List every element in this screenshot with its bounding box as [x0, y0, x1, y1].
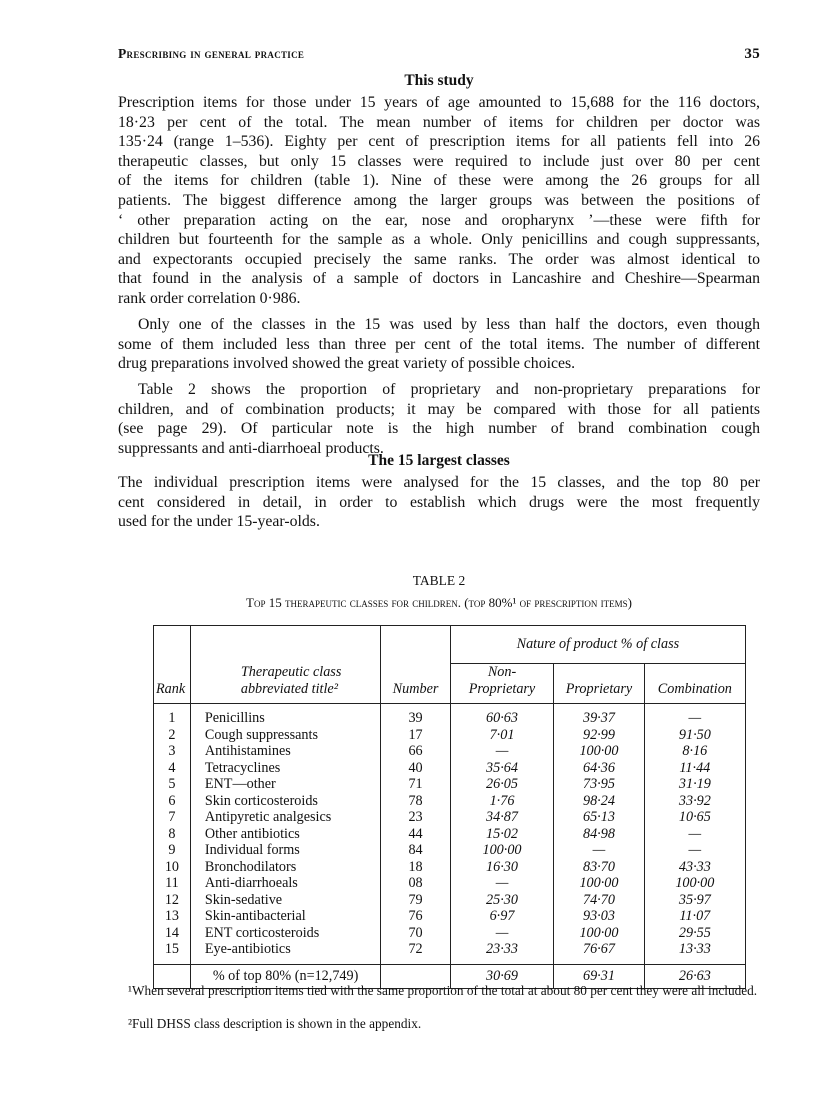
- proprietary-cell: 74·70: [554, 892, 644, 909]
- table-row: [154, 743, 746, 760]
- nonproprietary-cell: 100·00: [450, 842, 553, 859]
- text-line: of the items for children (table 1). Nine of these were among the 26 groups for all: [118, 172, 760, 190]
- number-cell: 39: [381, 704, 450, 727]
- table-row: [154, 727, 746, 744]
- nonproprietary-cell: 34·87: [450, 809, 553, 826]
- nonproprietary-cell: —: [450, 875, 553, 892]
- combination-cell: —: [644, 826, 745, 843]
- text-line: rank order correlation 0·986.: [118, 289, 301, 307]
- running-header: [118, 46, 760, 62]
- table-row: [154, 776, 746, 793]
- nonproprietary-cell: 1·76: [450, 793, 553, 810]
- proprietary-cell: 92·99: [554, 727, 644, 744]
- combination-cell: 33·92: [644, 793, 745, 810]
- table-row: [154, 793, 746, 810]
- class-cell: ENT corticosteroids: [190, 925, 380, 942]
- table-row: [154, 859, 746, 876]
- proprietary-cell: —: [554, 842, 644, 859]
- text-line: Table 2 shows the proportion of proprietary and non-proprietary preparations for: [138, 381, 760, 398]
- nonproprietary-cell: 7·01: [450, 727, 553, 744]
- header-nonproprietary: Non-Proprietary: [450, 664, 553, 704]
- text-line: Only one of the classes in the 15 was used by less than half the doctors, even though: [138, 316, 760, 333]
- number-cell: 44: [381, 826, 450, 843]
- class-cell: Skin corticosteroids: [190, 793, 380, 810]
- rank-cell: 6: [168, 792, 176, 809]
- nonproprietary-cell: 15·02: [450, 826, 553, 843]
- text-line: and expectorants occupied precisely the same ranks. The order was almost identical to: [118, 250, 760, 268]
- rank-cell: 1: [168, 710, 176, 726]
- combination-cell: 10·65: [644, 809, 745, 826]
- header-rank: Rank: [156, 680, 186, 697]
- number-cell: 72: [381, 941, 450, 964]
- data-table: [153, 625, 746, 989]
- class-cell: Eye-antibiotics: [190, 941, 380, 964]
- footnote-2: ²Full DHSS class description is shown in the appendix.: [128, 1016, 422, 1031]
- paragraph: [118, 473, 760, 532]
- footnote-1: ¹When several prescription items tied with the same proportion of the total at about 80 per cent they were all included.: [128, 983, 758, 998]
- proprietary-cell: 93·03: [554, 908, 644, 925]
- number-cell: 08: [381, 875, 450, 892]
- class-cell: Skin-antibacterial: [190, 908, 380, 925]
- rank-cell: 13: [164, 908, 180, 924]
- nonproprietary-cell: 26·05: [450, 776, 553, 793]
- class-cell: Individual forms: [190, 842, 380, 859]
- page-number: 35: [744, 46, 760, 62]
- nonproprietary-cell: 35·64: [450, 760, 553, 777]
- running-title: Prescribing in general practice: [118, 46, 305, 61]
- proprietary-cell: 100·00: [554, 743, 644, 760]
- header-nature-group: Nature of product % of class: [450, 626, 745, 664]
- table-row: [154, 809, 746, 826]
- table-row: [154, 925, 746, 942]
- table-row: [154, 760, 746, 777]
- class-cell: Other antibiotics: [190, 826, 380, 843]
- class-cell: Penicillins: [190, 704, 380, 727]
- text-line: therapeutic classes, but only 15 classes were required to include just over 80 per cent: [118, 152, 760, 170]
- proprietary-cell: 83·70: [554, 859, 644, 876]
- class-cell: Antihistamines: [190, 743, 380, 760]
- combination-cell: 29·55: [644, 925, 745, 942]
- proprietary-cell: 73·95: [554, 776, 644, 793]
- number-cell: 17: [381, 727, 450, 744]
- combination-cell: 8·16: [644, 743, 745, 760]
- table-caption: Top 15 therapeutic classes for children. (top 80%¹ of prescription items): [246, 595, 632, 610]
- table-row: [154, 908, 746, 925]
- proprietary-cell: 100·00: [554, 875, 644, 892]
- combination-cell: 35·97: [644, 892, 745, 909]
- header-number: Number: [381, 626, 450, 704]
- combination-cell: 100·00: [644, 875, 745, 892]
- proprietary-cell: 64·36: [554, 760, 644, 777]
- rank-cell: 2: [168, 726, 176, 743]
- table-row: [154, 941, 746, 964]
- text-line: cent considered in detail, in order to establish which drugs were the most frequently: [118, 493, 760, 511]
- number-cell: 18: [381, 859, 450, 876]
- header-combination: Combination: [644, 664, 745, 704]
- text-line: (see page 29). Of particular note is the high number of brand combination cough: [118, 420, 760, 438]
- proprietary-cell: 98·24: [554, 793, 644, 810]
- number-cell: 70: [381, 925, 450, 942]
- combination-cell: 11·44: [644, 760, 745, 777]
- class-cell: Antipyretic analgesics: [190, 809, 380, 826]
- rank-cell: 9: [168, 842, 176, 858]
- class-cell: Bronchodilators: [190, 859, 380, 876]
- class-cell: Tetracyclines: [190, 760, 380, 777]
- nonproprietary-cell: —: [450, 743, 553, 760]
- table-row: [154, 826, 746, 843]
- number-cell: 76: [381, 908, 450, 925]
- proprietary-cell: 84·98: [554, 826, 644, 843]
- combination-cell: 43·33: [644, 859, 745, 876]
- nonproprietary-cell: —: [450, 925, 553, 942]
- combination-cell: 11·07: [644, 908, 745, 925]
- proprietary-cell: 65·13: [554, 809, 644, 826]
- total-nonproprietary: 30·69: [450, 964, 553, 988]
- combination-cell: 91·50: [644, 727, 745, 744]
- section-heading-this-study: This study: [404, 72, 474, 89]
- rank-cell: 8: [168, 825, 176, 842]
- nonproprietary-cell: 25·30: [450, 892, 553, 909]
- total-label: % of top 80% (n=12,749): [190, 964, 380, 988]
- text-line: 18·23 per cent of the total. The mean number of items for children per doctor was: [118, 113, 760, 131]
- combination-cell: 31·19: [644, 776, 745, 793]
- class-cell: Cough suppressants: [190, 727, 380, 744]
- rank-cell: 11: [165, 875, 179, 891]
- proprietary-cell: 100·00: [554, 925, 644, 942]
- text-line: children but fourteenth for the sample as a whole. Only penicillins and cough suppressants,: [118, 231, 760, 249]
- text-line: that found in the analysis of a sample of doctors in Lancashire and Cheshire—Spearman: [118, 270, 760, 288]
- text-line: some of them included less than three per cent of the total items. The number of different: [118, 335, 760, 353]
- rank-cell: 3: [168, 743, 176, 759]
- number-cell: 84: [381, 842, 450, 859]
- nonproprietary-cell: 6·97: [450, 908, 553, 925]
- number-cell: 71: [381, 776, 450, 793]
- header-class: Therapeutic class abbreviated title²: [190, 626, 380, 704]
- combination-cell: —: [644, 842, 745, 859]
- text-line: children, and of combination products; it may be compared with those for all patients: [118, 400, 760, 418]
- proprietary-cell: 76·67: [554, 941, 644, 964]
- class-cell: Skin-sedative: [190, 892, 380, 909]
- text-line: ‘ other preparation acting on the ear, nose and oropharynx ’—these were fifth for: [118, 211, 760, 229]
- number-cell: 66: [381, 743, 450, 760]
- total-proprietary: 69·31: [554, 964, 644, 988]
- number-cell: 79: [381, 892, 450, 909]
- text-line: used for the under 15-year-olds.: [118, 513, 320, 531]
- section-heading-15-largest: The 15 largest classes: [368, 452, 510, 469]
- nonproprietary-cell: 23·33: [450, 941, 553, 964]
- rank-cell: 14: [164, 924, 180, 941]
- proprietary-cell: 39·37: [554, 704, 644, 727]
- combination-cell: 13·33: [644, 941, 745, 964]
- class-cell: ENT—other: [190, 776, 380, 793]
- paragraph: [118, 315, 760, 374]
- table-row: [154, 842, 746, 859]
- rank-cell: 12: [164, 891, 180, 908]
- table-label: TABLE 2: [412, 573, 466, 588]
- rank-cell: 7: [168, 809, 176, 825]
- paragraph: [118, 380, 760, 458]
- text-line: 135·24 (range 1–536). Eighty per cent of prescription items for all patients fell into 26: [118, 133, 760, 151]
- table-row: [154, 875, 746, 892]
- number-cell: 40: [381, 760, 450, 777]
- number-cell: 78: [381, 793, 450, 810]
- text-line: patients. The biggest difference among the larger groups was between the positions of: [118, 191, 760, 209]
- rank-cell: 15: [164, 941, 180, 957]
- header-proprietary: Proprietary: [554, 664, 644, 704]
- text-line: suppressants and anti-diarrhoeal products.: [118, 439, 384, 457]
- text-line: Prescription items for those under 15 years of age amounted to 15,688 for the 116 doctors,: [118, 94, 760, 111]
- table-row: [154, 892, 746, 909]
- rank-cell: 10: [164, 858, 180, 875]
- total-combination: 26·63: [644, 964, 745, 988]
- text-line: The individual prescription items were analysed for the 15 classes, and the top 80 per: [118, 474, 760, 491]
- combination-cell: —: [644, 704, 745, 727]
- number-cell: 23: [381, 809, 450, 826]
- nonproprietary-cell: 16·30: [450, 859, 553, 876]
- nonproprietary-cell: 60·63: [450, 704, 553, 727]
- rank-cell: 4: [168, 759, 176, 776]
- rank-cell: 5: [168, 776, 176, 792]
- paragraph: [118, 93, 760, 309]
- class-cell: Anti-diarrhoeals: [190, 875, 380, 892]
- table-row: [154, 704, 746, 727]
- text-line: drug preparations involved showed the great variety of possible choices.: [118, 355, 576, 373]
